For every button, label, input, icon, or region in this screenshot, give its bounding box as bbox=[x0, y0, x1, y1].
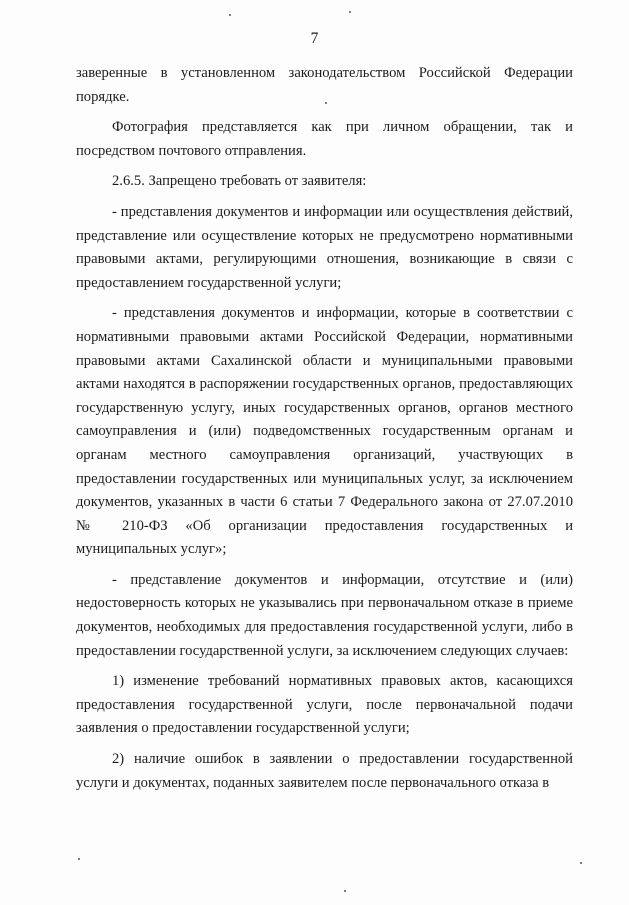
paragraph-3: 2.6.5. Запрещено требовать от заявителя: bbox=[112, 173, 367, 190]
paragraph-8: 2) наличие ошибок в заявлении о предоставлении государственной услуги и документах, поданных заявителем после первоначального отказа в bbox=[76, 751, 573, 791]
paragraph-4: - представления документов и информации или осуществления действий, представление или осуществление которых не предусмотрено нормативными правовыми актами, регулирующими отношения, возникающие в связи с предоставлением государственной услуги; bbox=[76, 203, 573, 291]
scan-speck bbox=[229, 14, 231, 16]
scan-speck bbox=[349, 11, 351, 13]
paragraph-5: - представления документов и информации, которые в соответствии с нормативными правовыми актами Российской Федерации, нормативными правовыми актами Сахалинской области и муниципальными правовыми актами находятся в распоряжении государственных органов, предоставляющих государственную услугу, иных государственных органов, органов местного самоуправления и (или) подведомственных государственным органам и органам местного самоуправления организаций, участвующих в предоставлении государственных или муниципальных услуг, за исключением документов, указанных в части 6 статьи 7 Федерального закона от 27.07.2010 № 210-ФЗ «Об организации предоставления государственных и муниципальных услуг»; bbox=[76, 305, 573, 558]
paragraph-2: Фотография представляется как при личном обращении, так и посредством почтового отправления. bbox=[76, 119, 573, 159]
paragraph-6: - представление документов и информации, отсутствие и (или) недостоверность которых не указывались при первоначальном отказе в приеме документов, необходимых для предоставления государственной услуги, либо в предоставлении государственной услуги, за исключением следующих случаев: bbox=[76, 571, 573, 659]
paragraph-7: 1) изменение требований нормативных правовых актов, касающихся предоставления государственной услуги, после первоначальной подачи заявления о предоставлении государственной услуги; bbox=[76, 673, 573, 737]
paragraph-1: заверенные в установленном законодательством Российской Федерации порядке. bbox=[76, 65, 573, 105]
page-number: 7 bbox=[310, 30, 319, 47]
scan-speck bbox=[580, 862, 582, 864]
scan-speck bbox=[325, 102, 327, 104]
scan-speck bbox=[344, 890, 346, 892]
document-body bbox=[76, 62, 573, 795]
scan-speck bbox=[78, 858, 80, 860]
